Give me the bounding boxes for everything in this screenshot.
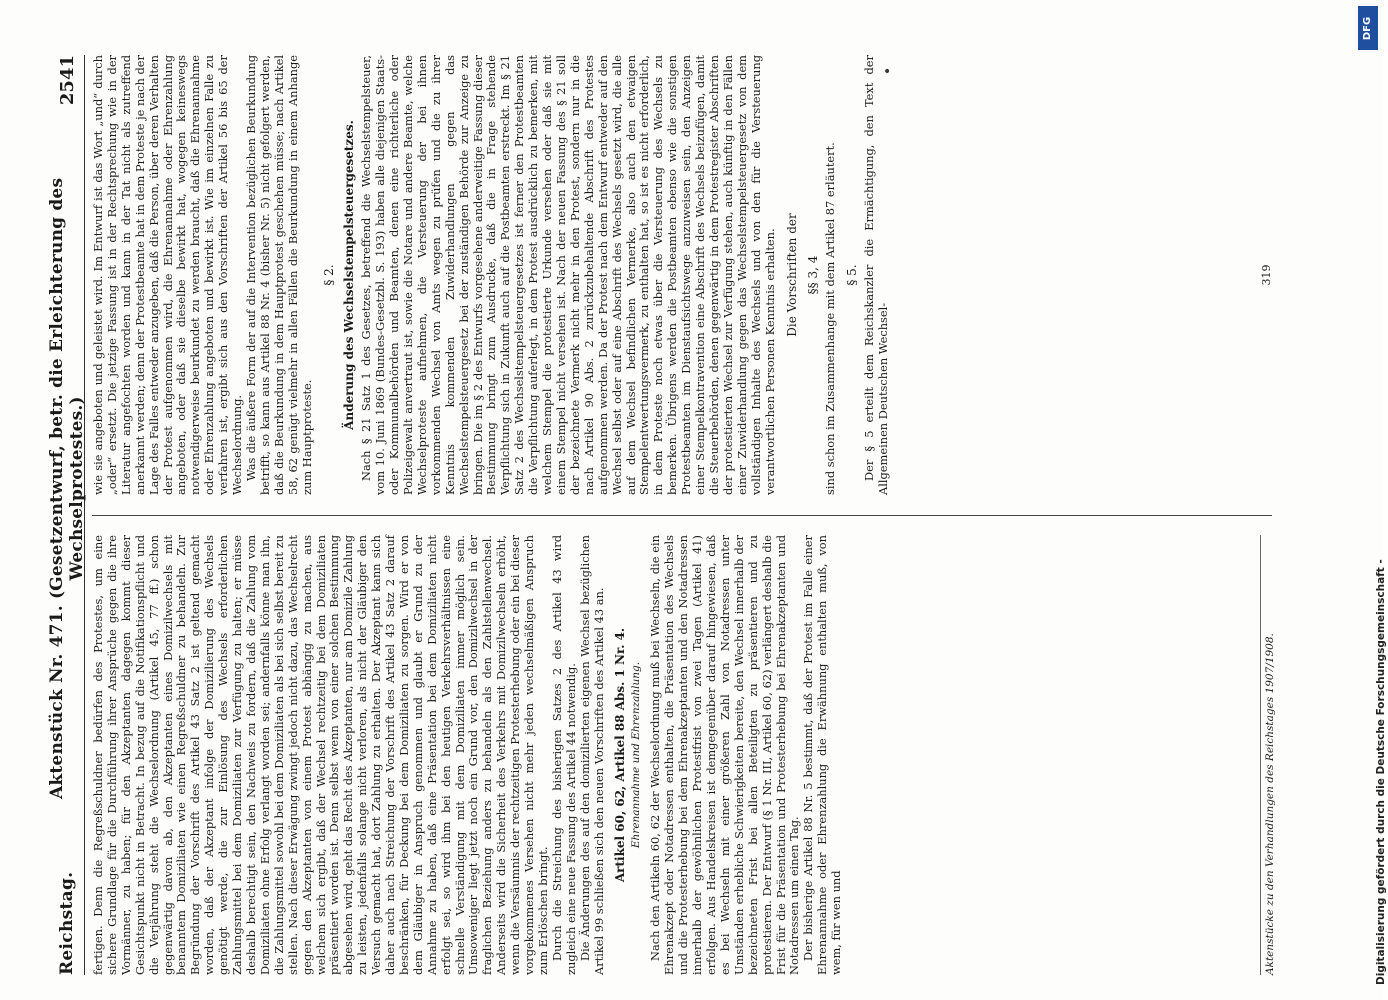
- header-reichstag: Reichstag.: [57, 871, 77, 975]
- section-heading: Artikel 60, 62, Artikel 88 Abs. 1 Nr. 4.: [612, 627, 627, 883]
- section-intro: Die Vorschriften der: [784, 213, 799, 337]
- sheet-number: 319: [1260, 264, 1273, 286]
- section-number: §§ 3, 4: [806, 255, 821, 295]
- paragraph: sind schon im Zusammenhange mit dem Artikel 87 erläutert.: [823, 142, 838, 495]
- left-column: [92, 535, 1252, 975]
- credit-text: Digitalisierung gefördert durch die Deutsche Forschungsgemeinschaft -: [1375, 559, 1387, 985]
- page-footer: Aktenstücke zu den Verhandlungen des Reichstages 1907/1908.: [1260, 535, 1276, 975]
- paragraph: wie sie angeboten und geleistet wird. Im Entwurf ist das Wort „und“ durch „oder“ ersetzt. Die jetzige Fassung ist in der Rechtsprechung wie in der Literatur angefochten worden und kann in der Tat nicht als zutreffend anerkannt werden; denn der Protestbeamte hat in dem Proteste je nach der Lage des Falles entweder anzugeben, daß die Person, über deren Verhalten der Protest aufgenommen wird, die Ehrenannahme oder Ehrenzahlung angeboten, oder daß sie dieselbe bewirkt hat, wogegen keineswegs notwendigerweise beurkundet zu werden braucht, daß die Ehrenannahme oder Ehrenzahlung angeboten und bewirkt ist. Wie im einzelnen Falle zu verfahren ist, ergibt sich aus den Vorschriften der Artikel 56 bis 65 der Wechselordnung.: [91, 55, 245, 495]
- paragraph: fertigen. Denn die Regreßschuldner bedürfen des Protestes, um eine sichere Grundlage für die Durchführung ihrer Ansprüche gegen die ihre Vormänner, zu haben; für den Akzeptanten dagegen kommt dieser Gesichtspunkt nicht in Betracht. In bezug auf die Notifikationspflicht und die Verjährung steht die Wechselordnung (Artikel 45, 77 ff.) schon gegenwärtig davon ab, den Akzeptanten eines Domizilwechsels mit benanntem Domiziliaten wie einen Regreßschuldner zu behandeln. Zur Begründung der Vorschrift des Artikel 43 Satz 2 ist geltend gemacht worden, daß der Akzeptant infolge der Domizilierung des Wechsels genötigt werde, die zur Einlösung des Wechsels erforderlichen Zahlungsmittel bei dem Domiziliaten zur Verfügung zu halten; er müsse deshalb berechtigt sein, den Nachweis zu fordern, daß die Zahlung vom Domiziliaten ohne Erfolg verlangt worden sei; andernfalls könne man ihn, die Zahlungsmittel sowohl bei dem Domiziliaten als bei sich selbst bereit zu stellen. Nach dieser Erwägung zwingt jedoch nicht dazu, das Wechselrecht gegen den Akzeptanten von einem Protest abhängig zu machen, aus welchem sich ergibt, daß der Wechsel rechtzeitig bei dem Domiziliaten präsentiert worden ist. Denn selbst wenn von einer solchen Bestimmung abgesehen wird, geht das Recht des Akzeptanten, nur am Domizile Zahlung zu leisten, jedenfalls solange nicht verloren, als nicht der Gläubiger den Versuch gemacht hat, dort Zahlung zu erhalten. Der Akzeptant kann sich daher auch nach Streichung der Vorschrift des Artikel 43 Satz 2 darauf beschränken, für Deckung bei dem Domiziliaten zu sorgen. Wird er von dem Gläubiger in Anspruch genommen und glaubt er Grund zu der Annahme zu haben, daß eine Präsentation bei dem Domiziliaten nicht erfolgt sei, so wird ihm bei den heutigen Verkehrsverhältnissen eine schnelle Verständigung mit dem Domiziliaten immer möglich sein. Umsoweniger liegt jetzt noch ein Grund vor, den Domizilwechsel in der fraglichen Beziehung anders zu behandeln als den Zahlstellenwechsel. Anderseits wird die Sicherheit des Verkehrs mit Domizilwechseln erhöht, wenn die Versäumnis der rechtzeitigen Protesterhebung oder ein bei dieser vorgekommenes Versehen nicht mehr jeden wechselmäßigen Anspruch zum Erlöschen bringt.: [91, 535, 550, 975]
- print-mark: •: [883, 64, 892, 80]
- paragraph: Der § 5 erteilt dem Reichskanzler die Ermächtigung, den Text der Allgemeinen Deutschen Wechsel-: [862, 55, 891, 495]
- paragraph: Nach § 21 Satz 1 des Gesetzes, betreffend die Wechselstempelsteuer, vom 10. Juni 1869 (Bundes-Gesetzbl. S. 193) haben alle diejenigen Staats- oder Kommunalbehörden und Beamten, denen eine richterliche oder Polizeigewalt anvertraut ist, sowie die Notare und andere Beamte, welche Wechselproteste aufnehmen, die Versteuerung der bei ihnen vorkommenden Wechsel von Amts wegen zu prüfen und die zu ihrer Kenntnis kommenden Zuwiderhandlungen gegen das Wechselstempelsteuergesetz bei der zuständigen Behörde zur Anzeige zu bringen. Die im § 2 des Entwurfs vorgesehene anderweitige Fassung dieser Bestimmung bringt zum Ausdrucke, daß die in Frage stehende Verpflichtung sich in Zukunft auch auf die Postbeamten erstreckt. Im § 21 Satz 2 des Wechselstempelsteuergesetzes ist ferner den Protestbeamten die Verpflichtung auferlegt, in dem Protest ausdrücklich zu bemerken, mit welchem Stempel die protestierte Urkunde versehen oder daß sie mit einem Stempel nicht versehen ist. Nach der neuen Fassung des § 21 soll der bezeichnete Vermerk nicht mehr in den Protest, sondern nur in die nach Artikel 90 Abs. 2 zurückzubehaltende Abschrift des Protestes aufgenommen werden. Da der Protest nach dem Entwurf entweder auf den Wechsel selbst oder auf eine Abschrift des Wechsels gesetzt wird, die alle auf dem Wechsel befindlichen Vermerke, also auch den etwaigen Stempelentwertungsvermerk, zu enthalten hat, so ist es nicht erforderlich, in dem Proteste noch etwas über die Versteuerung des Wechsels zu bemerken. Übrigens werden die Postbeamten ebenso wie die sonstigen Protestbeamten im Dienstaufsichtswege anzuweisen sein, den Anzeigen einer Stempelkontravention eine Abschrift des Wechsels beizufügen, damit die Steuerbehörden, denen gegenwärtig in dem Protestregister Abschriften der protestierten Wechsel zur Verfügung stehen, auch künftig in den Fällen einer Zuwiderhandlung gegen das Wechselstempelsteuergesetz von dem vollständigen Inhalte des Wechsels und von den für die Versteuerung verantwortlichen Personen Kenntnis erhalten.: [359, 55, 777, 495]
- page-number: 2541: [56, 55, 78, 106]
- section-number: § 2.: [321, 264, 336, 286]
- section-subheading: Ehrenannahme und Ehrenzahlung.: [630, 661, 643, 849]
- right-column: [92, 55, 1252, 495]
- column-divider: [92, 515, 1272, 516]
- section-heading: Änderung des Wechselstempelsteuergesetzes.: [342, 120, 357, 430]
- paragraph: Die Änderungen des auf den domizilierten eigenen Wechsel bezüglichen Artikel 99 schließen sich den neuen Vorschriften des Artikel 43 an.: [577, 535, 606, 975]
- digitization-credit: [1374, 0, 1388, 985]
- dfg-logo-text: DFG: [1362, 16, 1374, 40]
- section-number: § 5.: [845, 264, 860, 286]
- paragraph: Der bisherige Artikel 88 Nr. 5 bestimmt, daß der Protest im Falle einer Ehrenannahme oder Ehrenzahlung die Erwähnung enthalten muß, von wem, für wen und: [801, 535, 844, 975]
- header-title: Aktenstück Nr. 471. (Gesetzentwurf, betr. die Erleichterung des Wechselprotestes.): [47, 177, 87, 799]
- page-header: [47, 55, 87, 975]
- printed-page: [47, 55, 1295, 975]
- paragraph: Durch die Streichung des bisherigen Satzes 2 des Artikel 43 wird zugleich eine neue Fassung des Artikel 44 notwendig.: [549, 535, 578, 975]
- paragraph: Nach den Artikeln 60, 62 der Wechselordnung muß bei Wechseln, die ein Ehrenakzept oder Notadressen enthalten, die Präsentation des Wechsels und die Protesterhebung bei dem Ehrenakzeptanten und den Notadressen innerhalb der gewöhnlichen Protestfrist von zwei Tagen (Artikel 41) erfolgen. Aus Handelskreisen ist demgegenüber darauf hingewiesen, daß es bei Wechseln mit einer größeren Zahl von Notadressen unter Umständen erhebliche Schwierigkeiten bereite, den Wechsel innerhalb der bezeichneten Frist bei allen Beteiligten zu präsentieren und zu protestieren. Der Entwurf (§ 1 Nr. III, Artikel 60, 62) verlängert deshalb die Frist für die Präsentation und Protesterhebung bei Ehrenakzeptanten und Notadressen um einen Tag.: [648, 535, 802, 975]
- paragraph: Was die äußere Form der auf die Intervention bezüglichen Beurkundung betrifft, so kann aus Artikel 88 Nr. 4 (bisher Nr. 5) nicht gefolgert werden, daß die Beurkundung in dem Hauptprotest geschehen müsse; nach Artikel 58, 62 genügt vielmehr in allen Fällen die Beurkundung in einem Anhange zum Hauptproteste.: [243, 55, 314, 495]
- dfg-logo: [1358, 6, 1378, 50]
